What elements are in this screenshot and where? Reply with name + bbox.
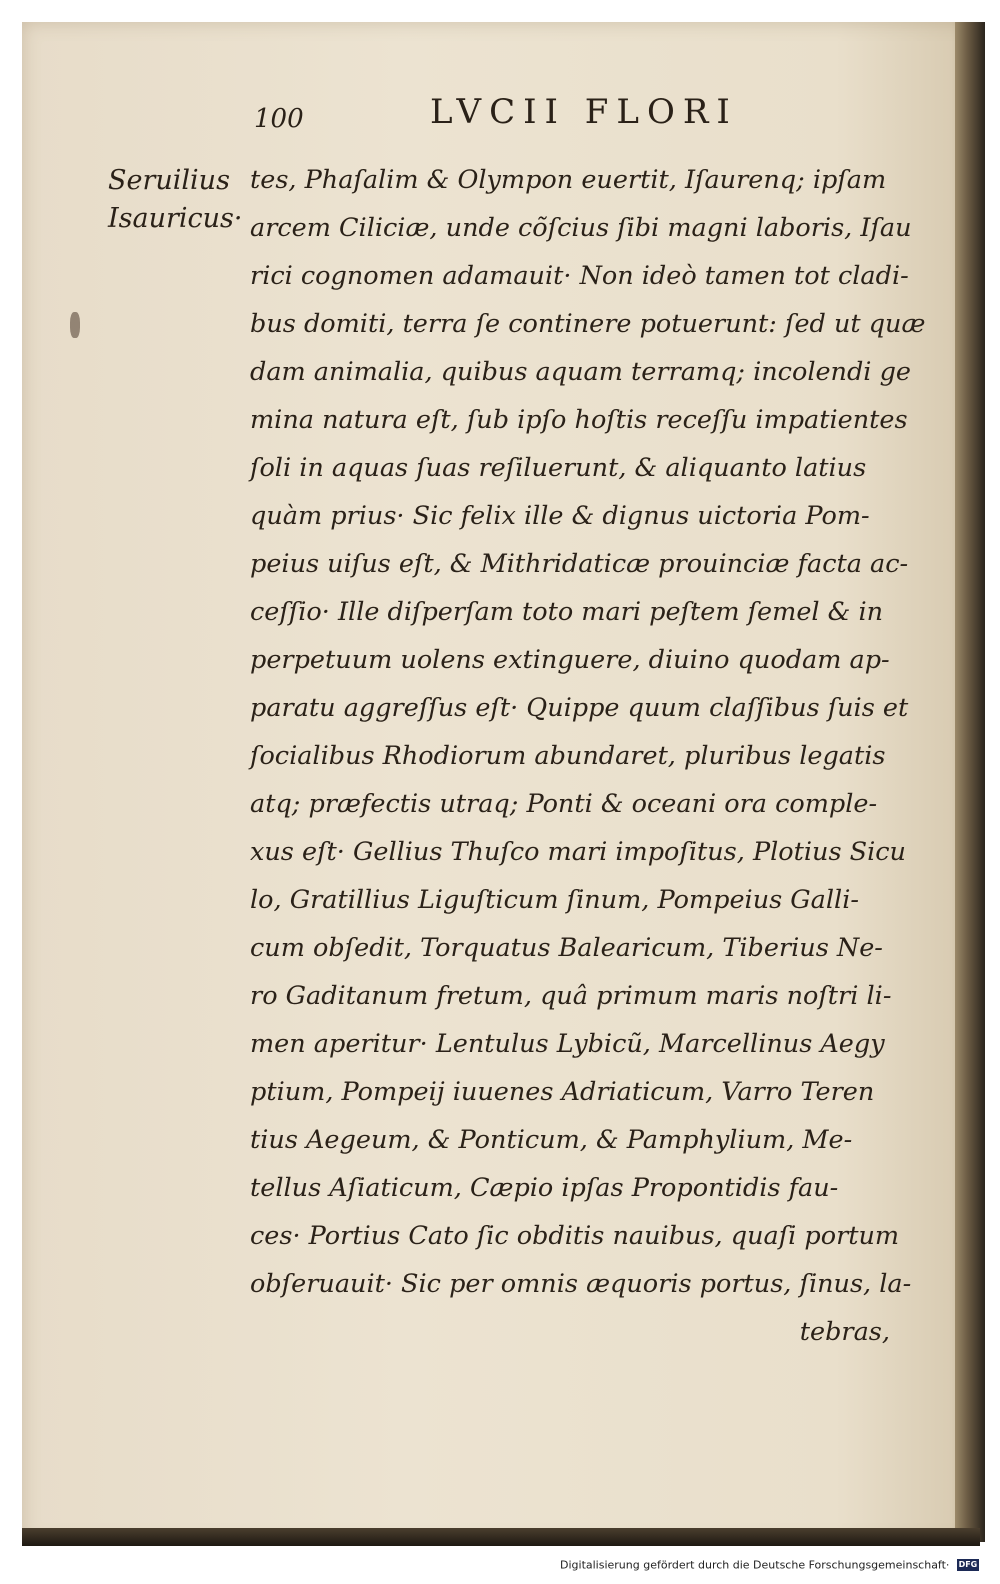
text-line: ro Gaditanum fretum, quâ primum maris noſtri li- xyxy=(250,981,892,1011)
credit-text: Digitalisierung gefördert durch die Deutsche Forschungsgemeinschaft· xyxy=(560,1558,950,1572)
scan-top-margin xyxy=(0,0,1000,22)
page-bottom-shadow xyxy=(22,1528,980,1546)
text-line: men aperitur· Lentulus Lybicũ, Marcellinus Aegy xyxy=(250,1029,885,1059)
text-line: quàm prius· Sic felix ille & dignus uictoria Pom- xyxy=(250,501,870,531)
text-line: ſoli in aquas ſuas reſiluerunt, & aliquanto latius xyxy=(250,453,867,483)
body-text xyxy=(250,156,950,1356)
text-line: atq; præfectis utraq; Ponti & oceani ora comple- xyxy=(250,789,878,819)
text-line: obſeruauit· Sic per omnis æquoris portus, ſinus, la- xyxy=(250,1269,912,1299)
dfg-logo-icon: DFG xyxy=(958,1560,978,1569)
text-line: xus eſt· Gellius Thuſco mari impoſitus, Plotius Sicu xyxy=(250,837,906,867)
ink-smudge xyxy=(70,312,80,338)
page-header xyxy=(240,92,820,142)
text-line: bus domiti, terra ſe continere potuerunt: ſed ut quæ xyxy=(250,309,926,339)
text-line: dam animalia, quibus aquam terramq; incolendi ge xyxy=(250,357,911,387)
marginal-note xyxy=(108,162,258,238)
text-line: tius Aegeum, & Ponticum, & Pamphylium, Me- xyxy=(250,1125,853,1155)
text-line: paratu aggreſſus eſt· Quippe quum claſſibus ſuis et xyxy=(250,693,909,723)
running-title: LVCII FLORI xyxy=(430,92,738,132)
text-line: ptium, Pompeij iuuenes Adriaticum, Varro Teren xyxy=(250,1077,875,1107)
digitization-credit xyxy=(560,1558,995,1576)
text-line: peius uiſus eſt, & Mithridaticæ prouinciæ facta ac- xyxy=(250,549,909,579)
text-line: ſocialibus Rhodiorum abundaret, pluribus legatis xyxy=(250,741,886,771)
text-line: perpetuum uolens extinguere, diuino quodam ap- xyxy=(250,645,890,675)
text-line: mina natura eſt, ſub ipſo hoſtis receſſu impatientes xyxy=(250,405,908,435)
page-edge-shadow xyxy=(955,22,985,1542)
text-line: lo, Gratillius Liguſticum ſinum, Pompeius Galli- xyxy=(250,885,859,915)
text-line: arcem Ciliciæ, unde cõſcius ſibi magni laboris, Iſau xyxy=(250,213,912,243)
catchword: tebras, xyxy=(799,1317,890,1347)
text-line: ceſſio· Ille diſperſam toto mari peſtem ſemel & in xyxy=(250,597,884,627)
text-line: cum obſedit, Torquatus Balearicum, Tiberius Ne- xyxy=(250,933,883,963)
text-line: tellus Aſiaticum, Cæpio ipſas Propontidis fau- xyxy=(250,1173,839,1203)
text-line: tes, Phaſalim & Olympon euertit, Iſaurenq; ipſam xyxy=(250,165,887,195)
marginal-note-line: Isauricus· xyxy=(108,203,243,234)
page-number: 100 xyxy=(254,104,304,134)
marginal-note-line: Seruilius xyxy=(108,165,230,196)
text-line: ces· Portius Cato ſic obditis nauibus, quaſi portum xyxy=(250,1221,900,1251)
text-line: rici cognomen adamauit· Non ideò tamen tot cladi- xyxy=(250,261,909,291)
